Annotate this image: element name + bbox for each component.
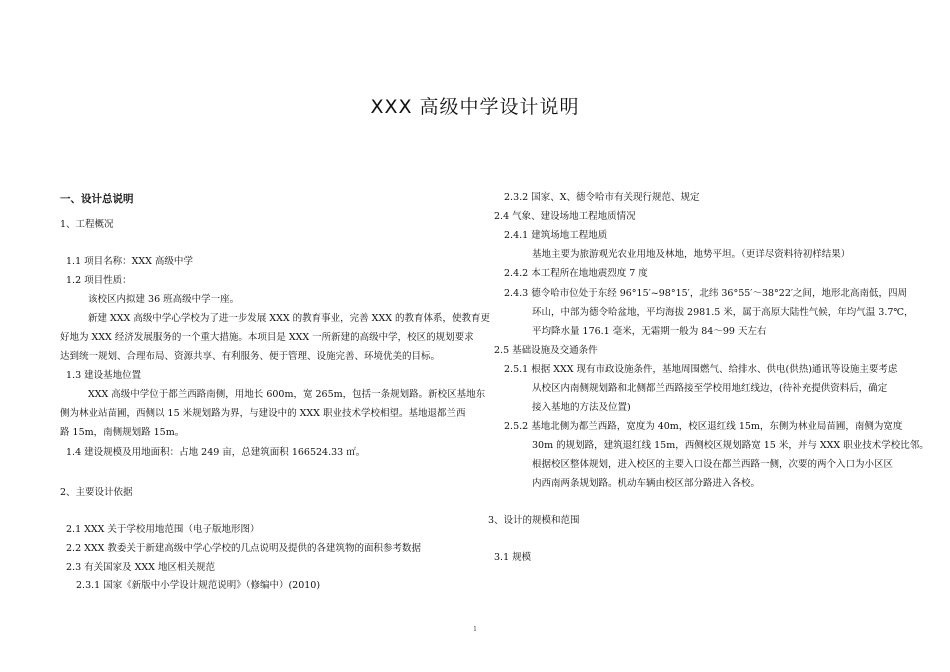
paragraph-location-line-2: 侧为林业站苗圃，西侧以 15 米规划路为界，与建设中的 XXX 职业技术学校相望。基地退都兰西	[60, 408, 466, 419]
item-geography-line-1: 2.4.3 德令哈市位处于东经 96°15′~98°15′，北纬 36°55′～38°22′之间，地形北高南低，四周	[504, 288, 908, 299]
item-utilities-line-3: 接入基地的方法及位置)	[532, 402, 631, 413]
item-scale: 3.1 规模	[494, 552, 532, 563]
item-regulations: 2.3 有关国家及 XXX 地区相关规范	[66, 562, 215, 573]
item-seismic-intensity: 2.4.2 本工程所在地地震烈度 7 度	[504, 268, 648, 279]
item-traffic-line-4: 内西南两条规划路。机动车辆由校区部分路进入各校。	[532, 478, 761, 489]
document-title: XXX 高级中学设计说明	[370, 96, 580, 118]
item-project-nature: 1.2 项目性质：	[66, 275, 132, 286]
item-project-name: 1.1 项目名称：XXX 高级中学	[66, 256, 193, 267]
paragraph-site-geology: 基地主要为旅游观光农业用地及林地，地势平坦。（更详尽资料待初样结果）	[532, 249, 851, 260]
item-utilities-line-1: 2.5.1 根据 XXX 现有市政设施条件，基地周围燃气、给排水、供电(供热)通讯等设施主要考虑	[504, 364, 898, 375]
item-local-regulations: 2.3.2 国家、X、德令哈市有关现行规范、规定	[504, 192, 700, 203]
paragraph-purpose-line-2: 好地为 XXX 经济发展服务的一个重大措施。本项目是 XXX 一所新建的高级中学，校区的规划要求	[60, 332, 474, 343]
item-traffic-line-3: 根据校区整体规划，进入校区的主要入口设在都兰西路一侧，次要的两个入口为小区区	[532, 459, 894, 470]
item-climate-geology: 2.4 气象、建设场地工程地质情况	[494, 211, 636, 222]
page-number: 1	[473, 626, 477, 633]
item-education-board-notes: 2.2 XXX 教委关于新建高级中学心学校的几点说明及提供的各建筑物的面积参考数据	[66, 543, 421, 554]
subsection-design-basis: 2、主要设计依据	[60, 487, 133, 498]
paragraph-purpose-line-3: 达到统一规划、合理布局、资源共享、有利服务、便于管理、设施完善、环境优美的目标。	[60, 351, 441, 362]
item-traffic-line-2: 30m 的规划路，建筑退红线 15m，西侧校区规划路宽 15 米，并与 XXX 职业技术学校比邻。	[532, 440, 929, 451]
item-utilities-line-2: 从校区内南侧规划路和北侧都兰西路接至学校用地红线边，(待补充提供资料后，确定	[532, 383, 888, 394]
item-scale-and-area: 1.4 建设规模及用地面积：占地 249 亩，总建筑面积 166524.33 ㎡。	[66, 447, 366, 458]
subsection-scale-and-scope: 3、设计的规模和范围	[488, 515, 580, 526]
item-site-location: 1.3 建设基地位置	[66, 370, 142, 381]
item-land-scope: 2.1 XXX 关于学校用地范围（电子版地形图）	[66, 524, 260, 535]
item-geography-line-3: 平均降水量 176.1 毫米，无霜期一般为 84～99 天左右	[532, 326, 767, 337]
subsection-project-overview: 1、工程概况	[60, 219, 114, 230]
paragraph-location-line-3: 路 15m，南侧规划路 15m。	[60, 427, 185, 438]
item-site-geology: 2.4.1 建筑场地工程地质	[504, 230, 608, 241]
item-infrastructure: 2.5 基础设施及交通条件	[494, 345, 598, 356]
section-heading-design-overview: 一、设计总说明	[60, 193, 134, 205]
item-geography-line-2: 环山，中部为德令哈盆地，平均海拔 2981.5 米，属于高原大陆性气候，年均气温 3.7℃，	[532, 307, 914, 318]
item-national-code: 2.3.1 国家《新版中小学设计规范说明》（修编中）(2010)	[76, 580, 321, 591]
paragraph-purpose-line-1: 新建 XXX 高级中学心学校为了进一步发展 XXX 的教育事业，完善 XXX 的教育体系，使教育更	[88, 313, 490, 324]
item-traffic-line-1: 2.5.2 基地北侧为都兰西路，宽度为 40m，校区退红线 15m，东侧为林业局苗圃，南侧为宽度	[504, 421, 903, 432]
paragraph-school-count: 该校区内拟建 36 班高级中学一座。	[88, 294, 240, 305]
paragraph-location-line-1: XXX 高级中学位于都兰西路南侧，用地长 600m，宽 265m，包括一条规划路。新校区基地东	[88, 389, 486, 400]
